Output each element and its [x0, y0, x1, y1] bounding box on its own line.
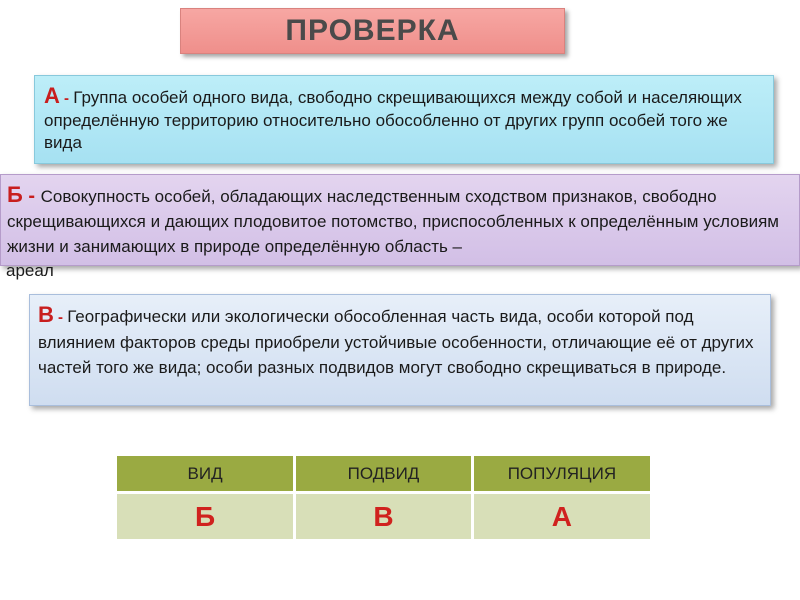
definition-letter: А	[44, 83, 60, 108]
definition-card-a	[34, 75, 774, 164]
definition-text: Группа особей одного вида, свободно скрещивающихся между собой и населяющих определённую территорию относительно обособленно от других групп особей того же вида	[44, 88, 742, 152]
definition-text: Совокупность особей, обладающих наследственным сходством признаков, свободно скрещивающихся и дающих плодовитое потомство, приспособленных к определённым условиям жизни и занимающих в природе определённую область –	[7, 187, 779, 256]
answer-table	[117, 456, 650, 539]
definition-letter: Б	[7, 182, 23, 207]
answer-table-row	[117, 493, 650, 540]
header-cell-subspecies: ПОДВИД	[295, 456, 473, 493]
definition-text: Географически или экологически обособленная часть вида, особи которой под влиянием факторов среды приобрели устойчивые особенности, отличающие её от других частей того же вида; особи разных подвидов могут свободно скрещиваться в природе.	[38, 307, 754, 377]
definition-overflow-text: ареал	[6, 261, 54, 280]
header-cell-species: ВИД	[117, 456, 295, 493]
definition-dash: -	[53, 309, 68, 326]
answer-cell-subspecies: В	[295, 493, 473, 540]
answer-table-header-row	[117, 456, 650, 493]
definition-dash: -	[59, 90, 74, 107]
definition-letter: В	[38, 302, 54, 327]
answer-cell-species: Б	[117, 493, 295, 540]
definition-dash: -	[22, 185, 41, 207]
answer-cell-population: А	[472, 493, 650, 540]
page-title: ПРОВЕРКА	[180, 8, 565, 54]
definition-card-b	[0, 174, 800, 266]
definition-card-v	[29, 294, 771, 406]
header-cell-population: ПОПУЛЯЦИЯ	[472, 456, 650, 493]
